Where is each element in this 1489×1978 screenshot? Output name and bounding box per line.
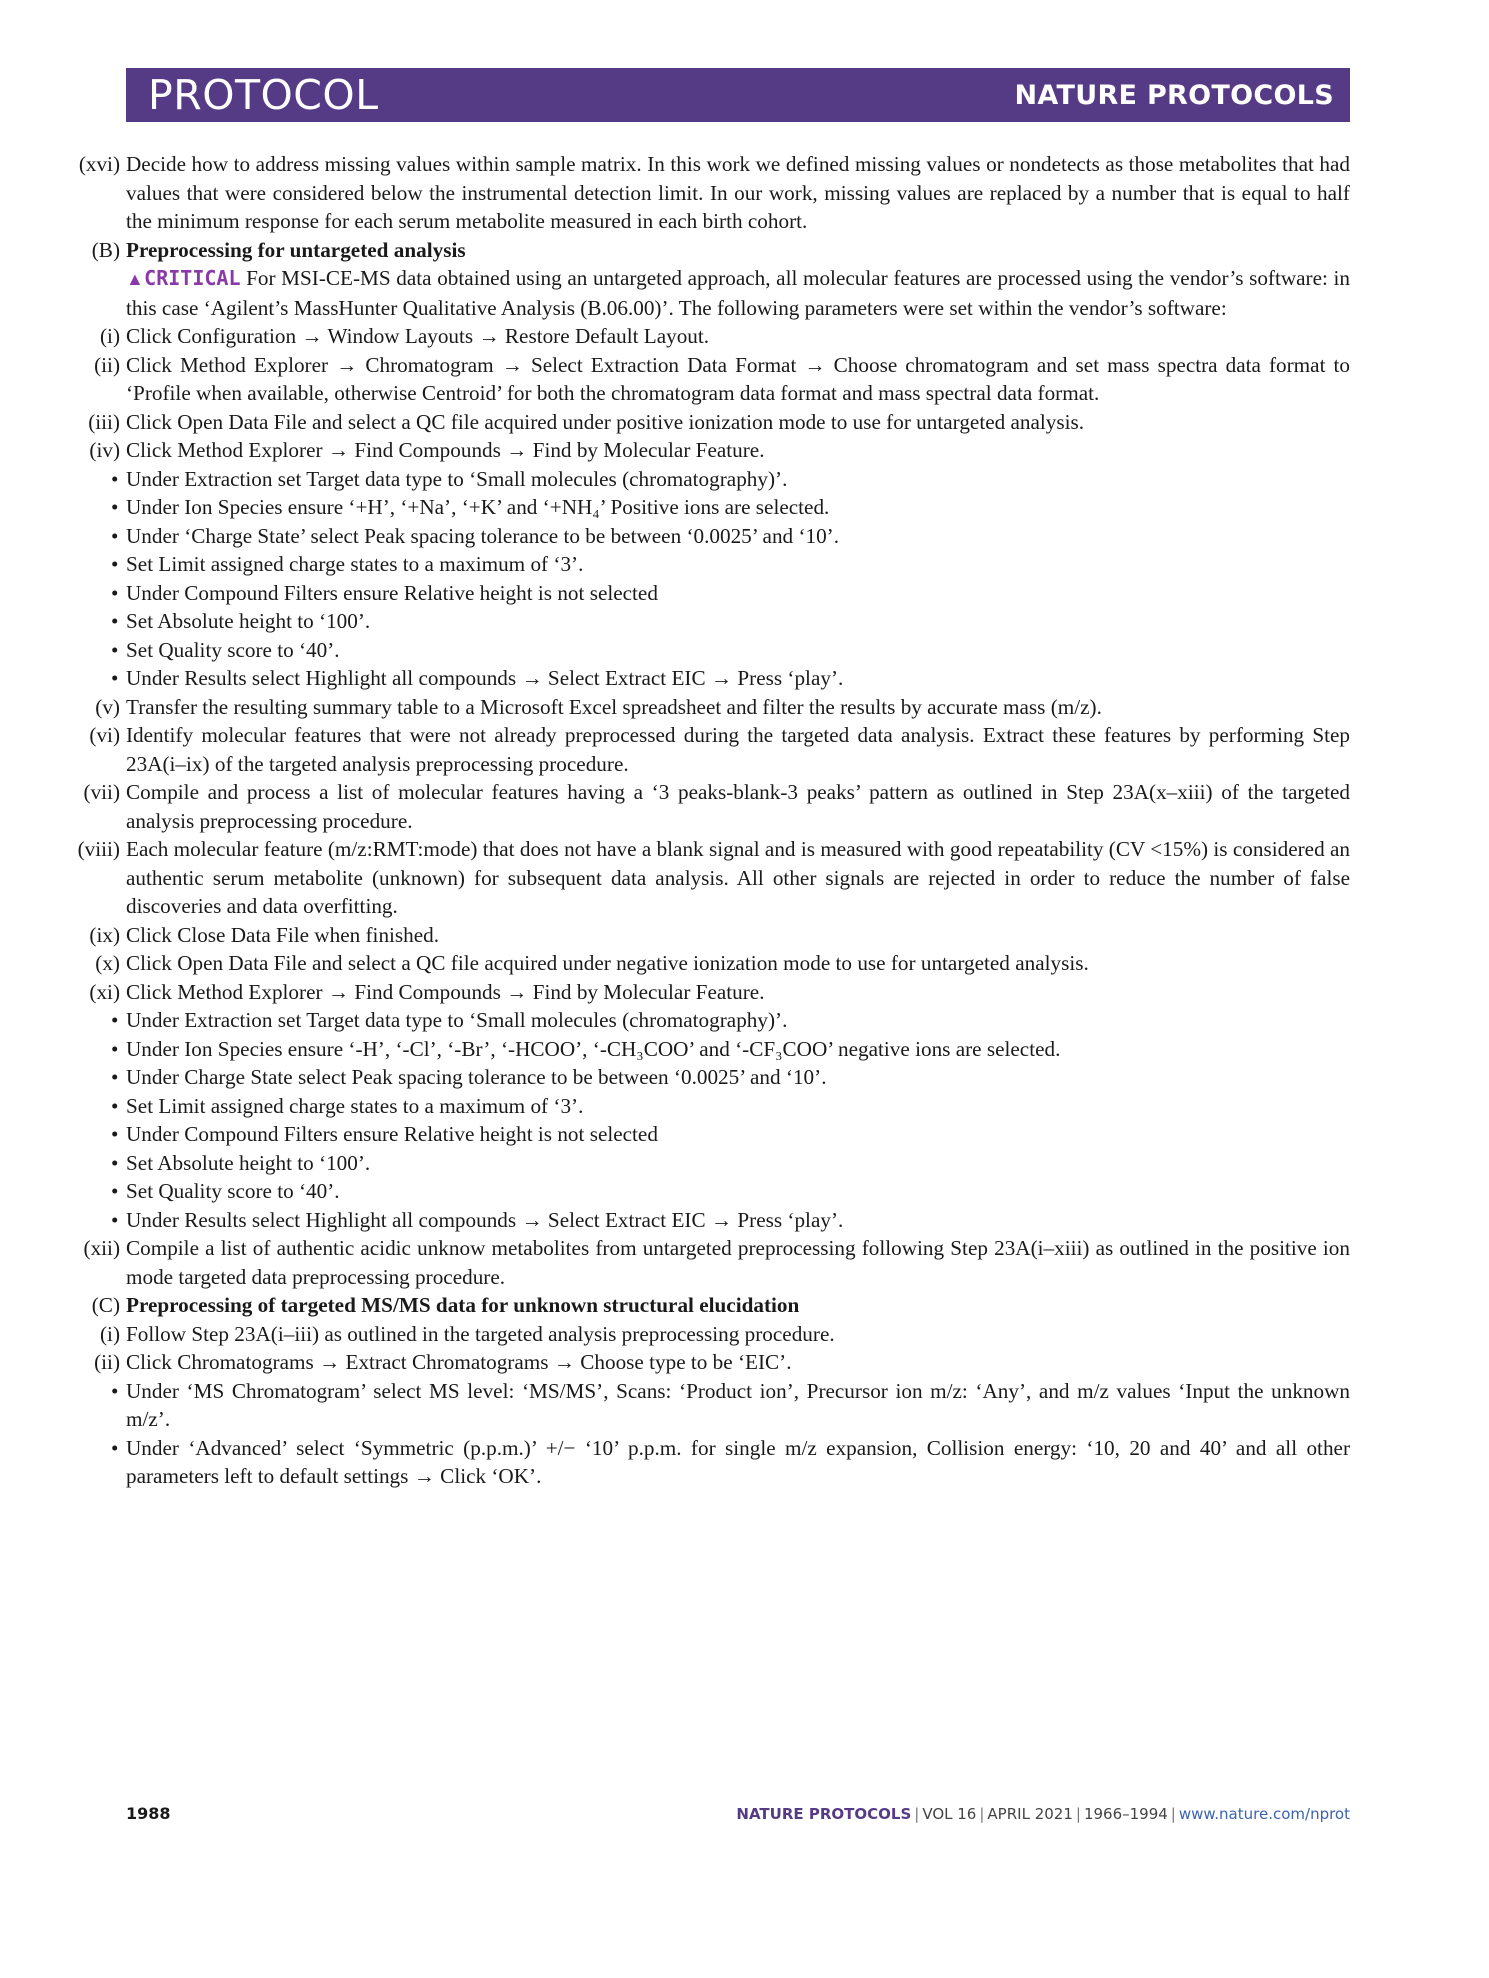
- bullet-icon: •: [111, 637, 119, 662]
- bullet-icon: •: [111, 1179, 119, 1203]
- section-title: Preprocessing for untargeted analysis: [126, 237, 466, 262]
- bullet-text: Under Charge State select Peak spacing tolerance to be between ‘0.0025’ and ‘10’.: [126, 1065, 827, 1089]
- step-b-xii: [83, 1234, 1350, 1291]
- critical-label: CRITICAL: [144, 266, 241, 290]
- footer-date: APRIL 2021: [987, 1805, 1073, 1823]
- bullet-icon: •: [111, 1150, 119, 1175]
- step-number: (ii): [94, 1350, 120, 1374]
- bullet-text: Under Extraction set Target data type to ‘Small molecules (chromatography)’.: [126, 1008, 788, 1032]
- bullet-text: Set Limit assigned charge states to a maximum of ‘3’.: [126, 552, 584, 576]
- bullet-item: [111, 1377, 1350, 1434]
- bullet-item: [111, 1149, 1350, 1178]
- bullet-text: Under ‘Advanced’ select ‘Symmetric (p.p.m.)’ +/− ‘10’ p.p.m. for single m/z expansion, Collision energy: ‘10, 20 and 40’ and all other parameters left to default settings → Click ‘OK’.: [126, 1435, 1350, 1488]
- bullet-text: Under Results select Highlight all compounds → Select Extract EIC → Press ‘play’.: [126, 666, 844, 690]
- footer-journal: NATURE PROTOCOLS: [736, 1805, 912, 1823]
- step-c-i: [100, 1320, 1350, 1349]
- step-text: Follow Step 23A(i–iii) as outlined in the targeted analysis preprocessing procedure.: [126, 1321, 835, 1346]
- step-number: (xi): [89, 979, 120, 1004]
- section-label: PROTOCOL: [148, 71, 379, 119]
- bullet-item: [111, 1177, 1350, 1206]
- step-b-xi: [89, 978, 1350, 1007]
- bullet-item: [111, 636, 1350, 665]
- journal-label: NATURE PROTOCOLS: [1014, 80, 1334, 111]
- bullet-icon: •: [111, 1122, 119, 1146]
- bullet-text: Under Extraction set Target data type to ‘Small molecules (chromatography)’.: [126, 466, 788, 491]
- bullet-icon: •: [111, 1207, 119, 1232]
- bullet-text: Set Limit assigned charge states to a maximum of ‘3’.: [126, 1093, 584, 1118]
- footer-url[interactable]: www.nature.com/nprot: [1178, 1805, 1350, 1823]
- section-c-heading: [91, 1291, 1350, 1320]
- bullet-item: [111, 1206, 1350, 1235]
- step-text: Click Chromatograms → Extract Chromatograms → Choose type to be ‘EIC’.: [126, 1350, 792, 1374]
- bullet-text: Set Quality score to ‘40’.: [126, 637, 340, 662]
- footer-citation: NATURE PROTOCOLS | VOL 16 | APRIL 2021 | 1966–1994 | www.nature.com/nprot: [736, 1805, 1350, 1823]
- step-text: Transfer the resulting summary table to a Microsoft Excel spreadsheet and filter the results by accurate mass (m/z).: [126, 694, 1102, 719]
- step-text: Click Open Data File and select a QC file acquired under positive ionization mode to use for untargeted analysis.: [126, 409, 1085, 434]
- bullet-item: [111, 607, 1350, 636]
- step-b-vii: [83, 778, 1350, 835]
- step-number: (x): [95, 951, 120, 975]
- bullet-text: Set Absolute height to ‘100’.: [126, 1150, 371, 1175]
- bullet-item: [111, 1120, 1350, 1149]
- bullet-item: [111, 664, 1350, 693]
- step-text: Click Method Explorer → Find Compounds → Find by Molecular Feature.: [126, 979, 765, 1004]
- bullet-icon: •: [111, 466, 119, 491]
- bullet-text: Under Ion Species ensure ‘+H’, ‘+Na’, ‘+K’ and ‘+NH₄’ Positive ions are selected.: [126, 495, 830, 519]
- bullet-icon: •: [111, 666, 119, 690]
- bullet-item: [111, 1006, 1350, 1035]
- step-text: Click Method Explorer → Chromatogram → Select Extraction Data Format → Choose chromatogram and set mass spectra data format to ‘Profile when available, otherwise Centroid’ for both the chromatogram data format and mass spectral data format.: [126, 352, 1350, 405]
- bullet-item: [111, 493, 1350, 522]
- step-b-vi: [89, 721, 1350, 778]
- step-text: Each molecular feature (m/z:RMT:mode) that does not have a blank signal and is measured with good repeatability (CV <15%) is considered an authentic serum metabolite (unknown) for subsequent data analysis. All other signals are rejected in order to reduce the number of false discoveries and data overfitting.: [126, 837, 1350, 918]
- section-number: (C): [91, 1293, 120, 1317]
- step-number: (vi): [89, 723, 120, 747]
- step-b-v: [95, 693, 1350, 722]
- bullet-text: Under Ion Species ensure ‘-H’, ‘-Cl’, ‘-Br’, ‘-HCOO’, ‘-CH₃COO’ and ‘-CF₃COO’ negative ions are selected.: [126, 1036, 1061, 1061]
- step-b-i: [100, 322, 1350, 351]
- bullet-item: [111, 1434, 1350, 1491]
- step-number: (iv): [89, 438, 120, 462]
- header-bar: [126, 68, 1350, 122]
- step-text: Compile and process a list of molecular features having a ‘3 peaks-blank-3 peaks’ pattern as outlined in Step 23A(x–xiii) of the targeted analysis preprocessing procedure.: [126, 780, 1350, 833]
- step-c-ii: [94, 1348, 1350, 1377]
- step-b-iii: [88, 408, 1350, 437]
- page-body: [77, 150, 1351, 1491]
- step-number: (ii): [94, 352, 120, 377]
- bullet-icon: •: [111, 1008, 119, 1032]
- bullet-item: [111, 522, 1350, 551]
- bullet-text: Under Compound Filters ensure Relative height is not selected: [126, 580, 658, 605]
- step-b-ii: [94, 351, 1350, 408]
- step-number: (i): [100, 324, 120, 348]
- step-b-ix: [89, 921, 1350, 950]
- critical-note: [126, 264, 1350, 322]
- step-text: Click Method Explorer → Find Compounds → Find by Molecular Feature.: [126, 438, 765, 462]
- step-b-viii: [77, 835, 1350, 921]
- step-number: (ix): [89, 922, 120, 947]
- section-b-heading: [91, 236, 1350, 265]
- section-number: (B): [91, 237, 120, 262]
- step-number: (v): [95, 694, 120, 719]
- bullet-icon: •: [111, 495, 119, 519]
- step-text: Decide how to address missing values within sample matrix. In this work we defined missing values or nondetects as those metabolites that had values that were considered below the instrumental detection limit. In our work, missing values are replaced by a number that is equal to half the minimum response for each serum metabolite measured in each birth cohort.: [126, 152, 1350, 233]
- step-b-x: [95, 949, 1350, 978]
- bullet-icon: •: [111, 580, 119, 605]
- step-text: Click Open Data File and select a QC file acquired under negative ionization mode to use for untargeted analysis.: [126, 951, 1089, 975]
- step-number: (viii): [77, 837, 120, 861]
- bullet-item: [111, 1092, 1350, 1121]
- bullet-icon: •: [111, 523, 119, 548]
- footer-volume: VOL 16: [922, 1805, 977, 1823]
- step-number: (iii): [88, 409, 120, 434]
- critical-text: For MSI-CE-MS data obtained using an untargeted approach, all molecular features are processed using the vendor’s software: in this case ‘Agilent’s MassHunter Qualitative Analysis (B.06.00)’. The following parameters were set within the vendor’s software:: [126, 266, 1351, 320]
- page-number: 1988: [126, 1804, 171, 1823]
- bullet-item: [111, 1035, 1350, 1064]
- bullet-text: Set Quality score to ‘40’.: [126, 1179, 340, 1203]
- bullet-item: [111, 550, 1350, 579]
- footer-pages: 1966–1994: [1083, 1805, 1168, 1823]
- bullet-icon: •: [111, 1378, 119, 1403]
- step-number: (vii): [83, 780, 120, 804]
- bullet-icon: •: [111, 1036, 119, 1061]
- step-text: Click Close Data File when finished.: [126, 922, 440, 947]
- bullet-text: Under Results select Highlight all compounds → Select Extract EIC → Press ‘play’.: [126, 1207, 844, 1232]
- step-b-iv: [89, 436, 1350, 465]
- bullet-icon: •: [111, 1065, 119, 1089]
- step-number: (xii): [83, 1236, 120, 1260]
- step-text: Click Configuration → Window Layouts → Restore Default Layout.: [126, 324, 710, 348]
- bullet-text: Under Compound Filters ensure Relative height is not selected: [126, 1122, 658, 1146]
- bullet-text: Set Absolute height to ‘100’.: [126, 609, 371, 633]
- step-number: (xvi): [78, 152, 120, 176]
- step-text: Identify molecular features that were not already preprocessed during the targeted data analysis. Extract these features by performing Step 23A(i–ix) of the targeted analysis preprocessing procedure.: [126, 723, 1350, 776]
- step-number: (i): [100, 1321, 120, 1346]
- bullet-text: Under ‘MS Chromatogram’ select MS level: ‘MS/MS’, Scans: ‘Product ion’, Precursor ion m/z: ‘Any’, and m/z values ‘Input the unknown m/z’.: [126, 1378, 1350, 1431]
- critical-triangle-icon: ▲: [126, 269, 145, 289]
- bullet-item: [111, 1063, 1350, 1092]
- bullet-item: [111, 465, 1350, 494]
- step-text: Compile a list of authentic acidic unknow metabolites from untargeted preprocessing following Step 23A(i–xiii) as outlined in the positive ion mode targeted data preprocessing procedure.: [126, 1236, 1350, 1289]
- bullet-item: [111, 579, 1350, 608]
- section-title: Preprocessing of targeted MS/MS data for unknown structural elucidation: [126, 1293, 800, 1317]
- bullet-icon: •: [111, 1435, 119, 1460]
- bullet-icon: •: [111, 1093, 119, 1118]
- bullet-icon: •: [111, 552, 119, 576]
- step-xvi: [78, 150, 1350, 236]
- bullet-icon: •: [111, 609, 119, 633]
- bullet-text: Under ‘Charge State’ select Peak spacing tolerance to be between ‘0.0025’ and ‘10’.: [126, 523, 840, 548]
